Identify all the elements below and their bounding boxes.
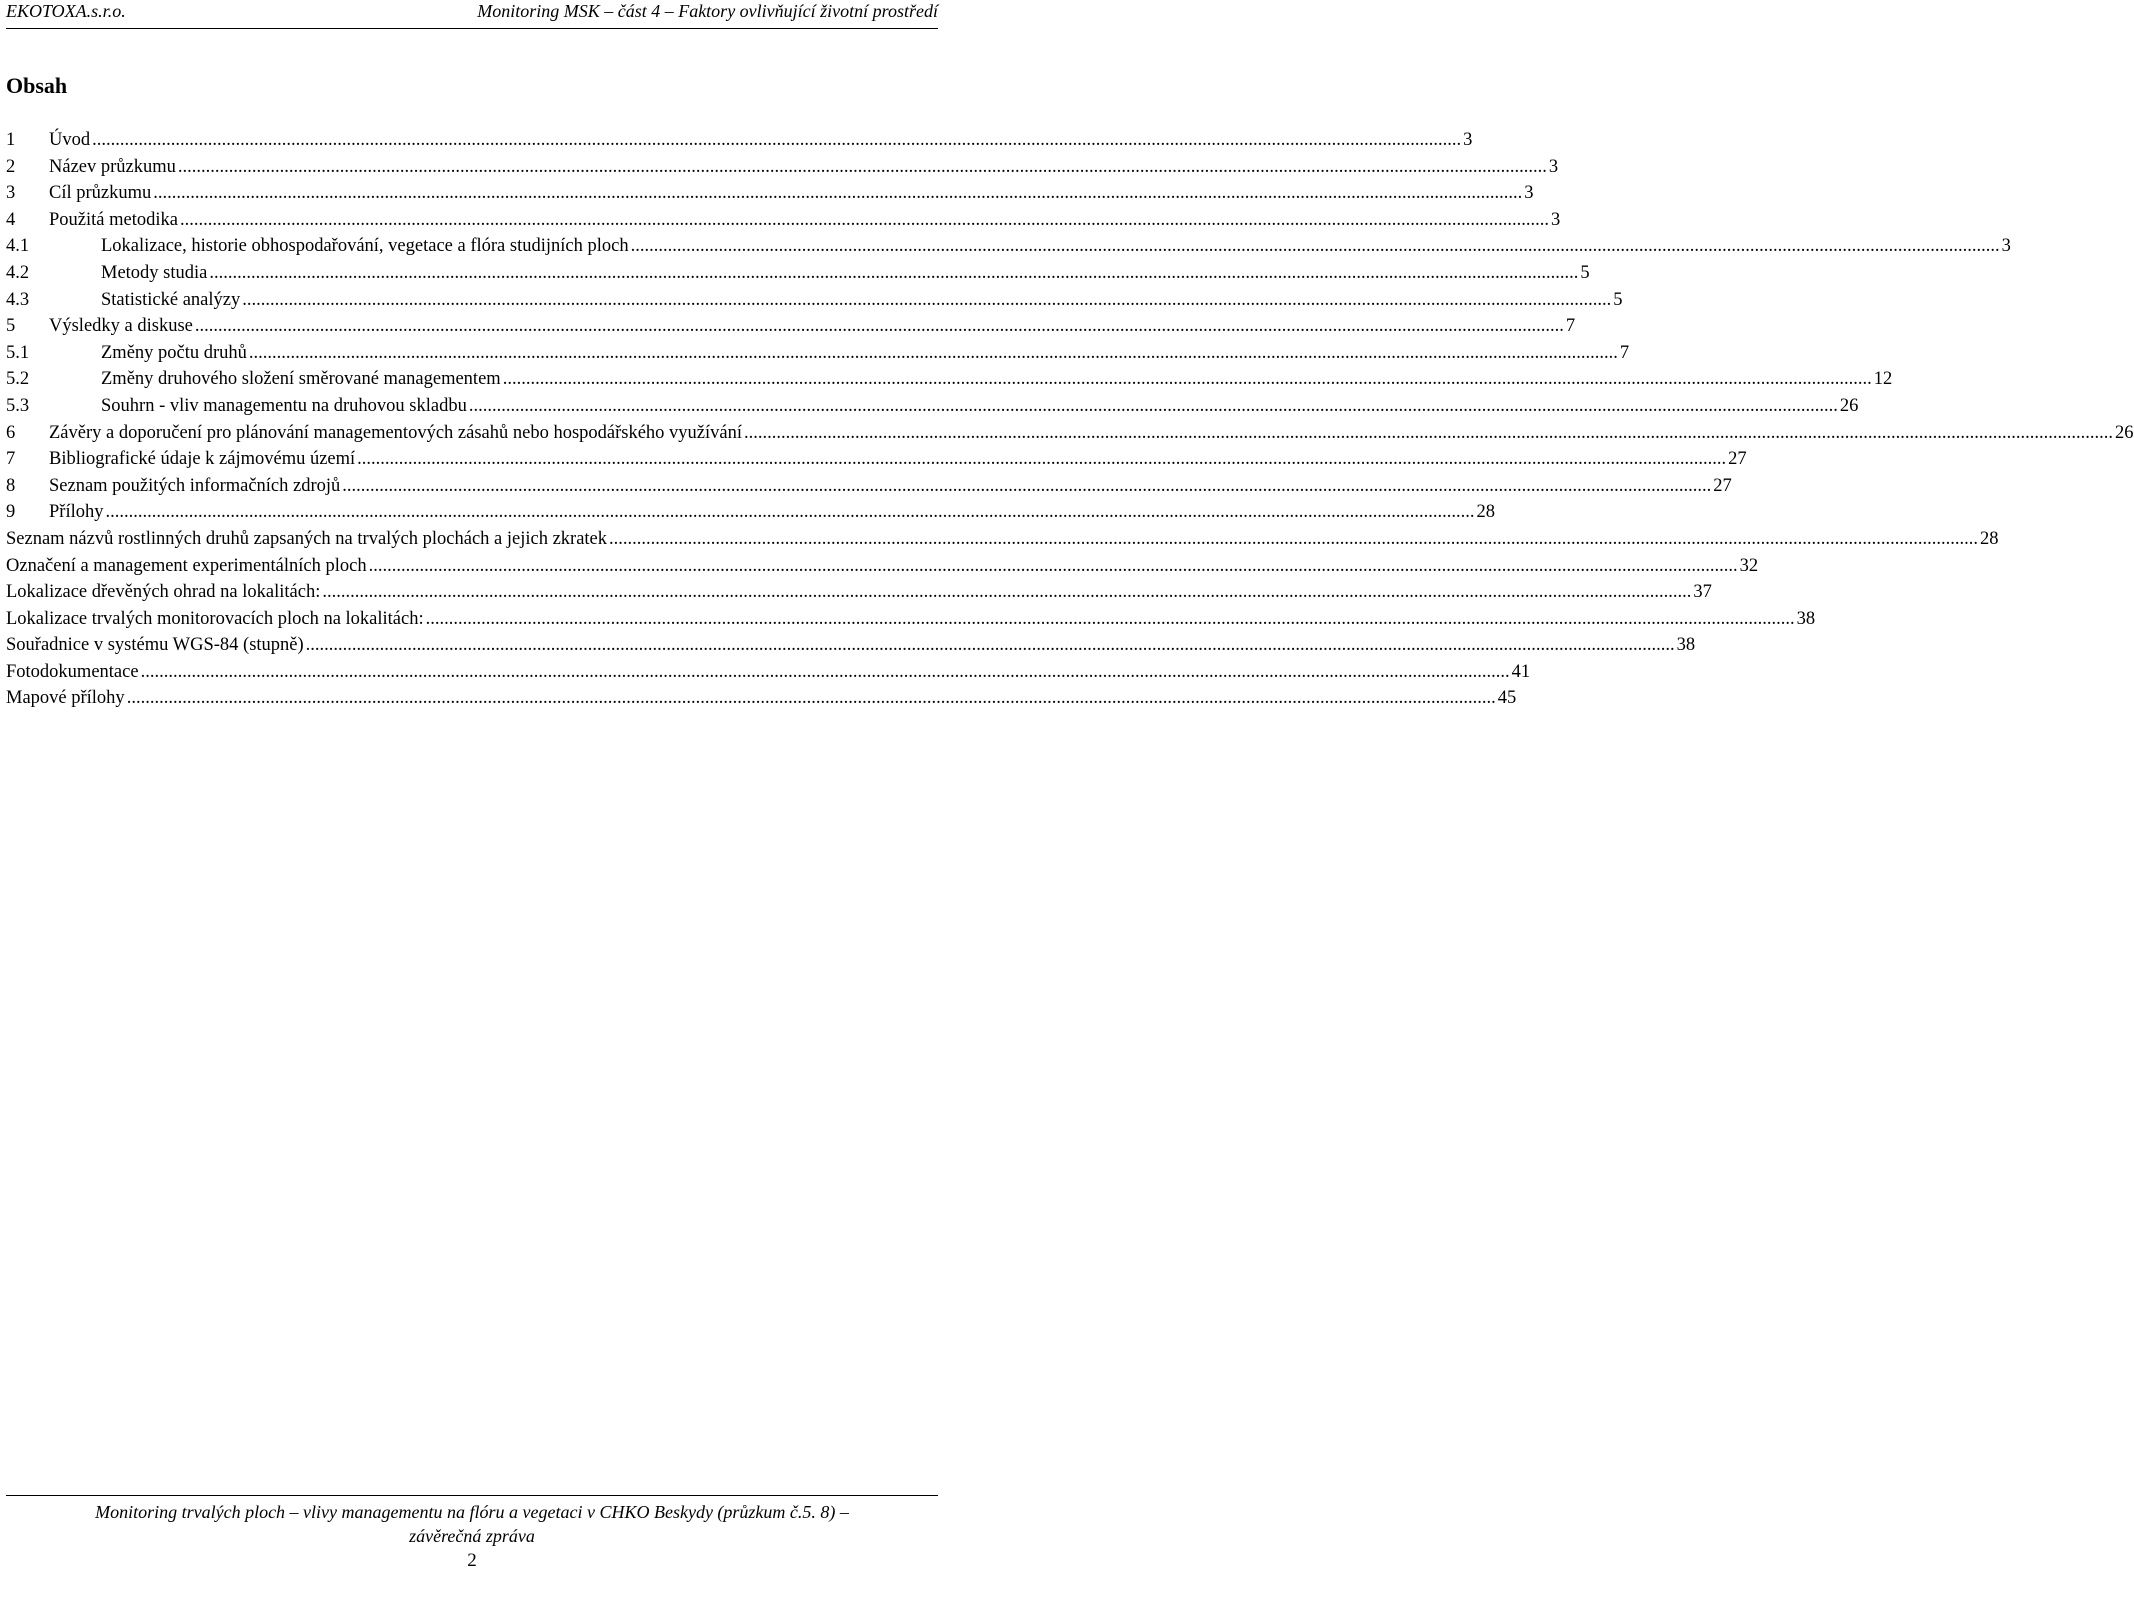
header-document-title: Monitoring MSK – část 4 – Faktory ovlivňující životní prostředí (477, 1, 938, 21)
toc-leader-dots (92, 127, 1461, 154)
toc-entry-number: 1 (6, 130, 16, 150)
toc-entry[interactable] (6, 233, 2011, 260)
toc-entry-page: 45 (1497, 688, 1517, 709)
toc-entry-number: 5 (6, 316, 16, 337)
toc-leader-dots (369, 553, 1738, 580)
toc-entry-page: 27 (1713, 475, 1732, 496)
toc-leader-dots (322, 579, 1691, 606)
toc-entry[interactable] (6, 553, 1759, 580)
toc-entry[interactable] (6, 606, 1816, 633)
toc-entry-page: 38 (1796, 608, 1816, 629)
toc-entry-page: 3 (1550, 209, 1561, 230)
toc-leader-dots (426, 606, 1795, 633)
table-of-contents (6, 127, 2134, 712)
toc-entry-page: 26 (2115, 422, 2134, 443)
toc-entry-number: 9 (6, 502, 16, 523)
toc-entry-title: Lokalizace trvalých monitorovacích ploch na lokalitách: (6, 608, 424, 629)
toc-entry-title: Závěry a doporučení pro plánování managementových zásahů nebo hospodářského využívání (49, 422, 743, 443)
toc-entry-title: Statistické analýzy (101, 289, 241, 310)
toc-entry[interactable] (6, 207, 1561, 234)
toc-entry-title: Seznam názvů rostlinných druhů zapsaných na trvalých plochách a jejich zkratek (6, 528, 608, 549)
toc-entry-number: 3 (6, 183, 16, 204)
toc-entry-number: 4.1 (6, 236, 30, 257)
footer-report-subtitle: závěrečná zpráva (409, 1526, 535, 1546)
page-header (6, 0, 938, 29)
toc-entry[interactable] (6, 685, 1517, 712)
toc-leader-dots (609, 526, 1978, 553)
toc-entry[interactable] (6, 180, 1534, 207)
toc-leader-dots (357, 446, 1726, 473)
toc-entry[interactable] (6, 260, 1590, 287)
toc-entry-number: 2 (6, 156, 16, 177)
toc-entry-page: 3 (1463, 130, 1473, 150)
toc-entry-number: 7 (6, 449, 16, 470)
toc-leader-dots (744, 420, 2113, 447)
toc-entry-number: 4 (6, 209, 16, 230)
toc-entry-title: Metody studia (101, 262, 208, 283)
toc-entry-number: 5.2 (6, 369, 30, 390)
toc-entry[interactable] (6, 579, 1712, 606)
toc-entry[interactable] (6, 340, 1630, 367)
toc-entry-title: Použitá metodika (49, 209, 178, 230)
header-company: EKOTOXA.s.r.o. (6, 1, 126, 21)
toc-entry[interactable] (6, 366, 1893, 393)
toc-entry-title: Fotodokumentace (6, 661, 139, 682)
toc-entry-title: Označení a management experimentálních ploch (6, 555, 367, 576)
toc-entry-title: Přílohy (49, 502, 104, 523)
toc-leader-dots (306, 632, 1675, 659)
toc-entry-title: Úvod (49, 130, 91, 150)
toc-entry-page: 5 (1613, 289, 1623, 310)
toc-entry-page: 38 (1676, 635, 1696, 656)
toc-entry-title: Cíl průzkumu (49, 183, 152, 204)
toc-entry-page: 7 (1619, 342, 1630, 363)
toc-entry-title: Lokalizace dřevěných ohrad na lokalitách: (6, 582, 321, 603)
toc-entry-title: Bibliografické údaje k zájmovému území (49, 449, 356, 470)
toc-entry-page: 26 (1839, 395, 1859, 416)
toc-entry-title: Souhrn - vliv managementu na druhovou skladbu (101, 395, 467, 416)
toc-entry[interactable] (6, 393, 1859, 420)
toc-entry-page: 28 (1476, 502, 1495, 523)
toc-entry-page: 3 (1548, 156, 1559, 177)
toc-entry-number: 5.1 (6, 342, 30, 363)
toc-leader-dots (195, 313, 1564, 340)
toc-leader-dots (178, 154, 1547, 181)
toc-entry[interactable] (6, 154, 1559, 181)
toc-entry[interactable] (6, 499, 1495, 526)
toc-leader-dots (105, 499, 1474, 526)
toc-entry[interactable] (6, 313, 1576, 340)
toc-leader-dots (249, 340, 1618, 367)
toc-entry-title: Seznam použitých informačních zdrojů (49, 475, 341, 496)
toc-entry-page: 5 (1580, 262, 1590, 283)
toc-leader-dots (141, 659, 1510, 686)
toc-entry-title: Lokalizace, historie obhospodařování, vegetace a flóra studijních ploch (101, 236, 629, 257)
toc-entry[interactable] (6, 127, 1473, 154)
toc-entry-title: Název průzkumu (49, 156, 176, 177)
toc-entry[interactable] (6, 287, 1623, 314)
toc-entry-page: 7 (1565, 316, 1576, 337)
toc-leader-dots (209, 260, 1578, 287)
toc-leader-dots (180, 207, 1549, 234)
toc-entry-page: 37 (1693, 582, 1712, 603)
toc-entry-page: 3 (2001, 236, 2011, 257)
toc-entry-page: 41 (1511, 661, 1531, 682)
toc-leader-dots (153, 180, 1522, 207)
footer-report-title: Monitoring trvalých ploch – vlivy managementu na flóru a vegetaci v CHKO Beskydy (průzkum č.5. 8) – (95, 1502, 849, 1522)
toc-entry[interactable] (6, 420, 2134, 447)
toc-entry[interactable] (6, 659, 1531, 686)
toc-entry-title: Souřadnice v systému WGS-84 (stupně) (6, 635, 304, 656)
toc-leader-dots (503, 366, 1872, 393)
toc-entry-number: 4.2 (6, 262, 30, 283)
page-number: 2 (467, 1550, 477, 1571)
toc-leader-dots (127, 685, 1496, 712)
toc-leader-dots (631, 233, 2000, 260)
toc-leader-dots (342, 473, 1711, 500)
toc-entry-title: Změny druhového složení směrované managementem (101, 369, 501, 390)
toc-entry-page: 3 (1524, 183, 1534, 204)
toc-entry-number: 6 (6, 422, 16, 443)
toc-entry-page: 12 (1873, 369, 1893, 390)
toc-leader-dots (469, 393, 1838, 420)
toc-entry-page: 27 (1728, 449, 1747, 470)
toc-entry-number: 4.3 (6, 289, 30, 310)
toc-leader-dots (242, 287, 1611, 314)
toc-entry[interactable] (6, 446, 1747, 473)
page-title: Obsah (6, 73, 68, 98)
toc-entry-page: 28 (1980, 528, 1999, 549)
toc-entry[interactable] (6, 526, 1999, 553)
toc-entry-number: 8 (6, 475, 16, 496)
toc-entry[interactable] (6, 632, 1696, 659)
toc-entry-page: 32 (1739, 555, 1759, 576)
toc-entry-title: Mapové přílohy (6, 688, 125, 709)
toc-entry-title: Změny počtu druhů (101, 342, 247, 363)
page-footer (6, 1495, 938, 1574)
toc-entry-title: Výsledky a diskuse (49, 316, 193, 337)
toc-entry[interactable] (6, 473, 1732, 500)
toc-entry-number: 5.3 (6, 395, 30, 416)
